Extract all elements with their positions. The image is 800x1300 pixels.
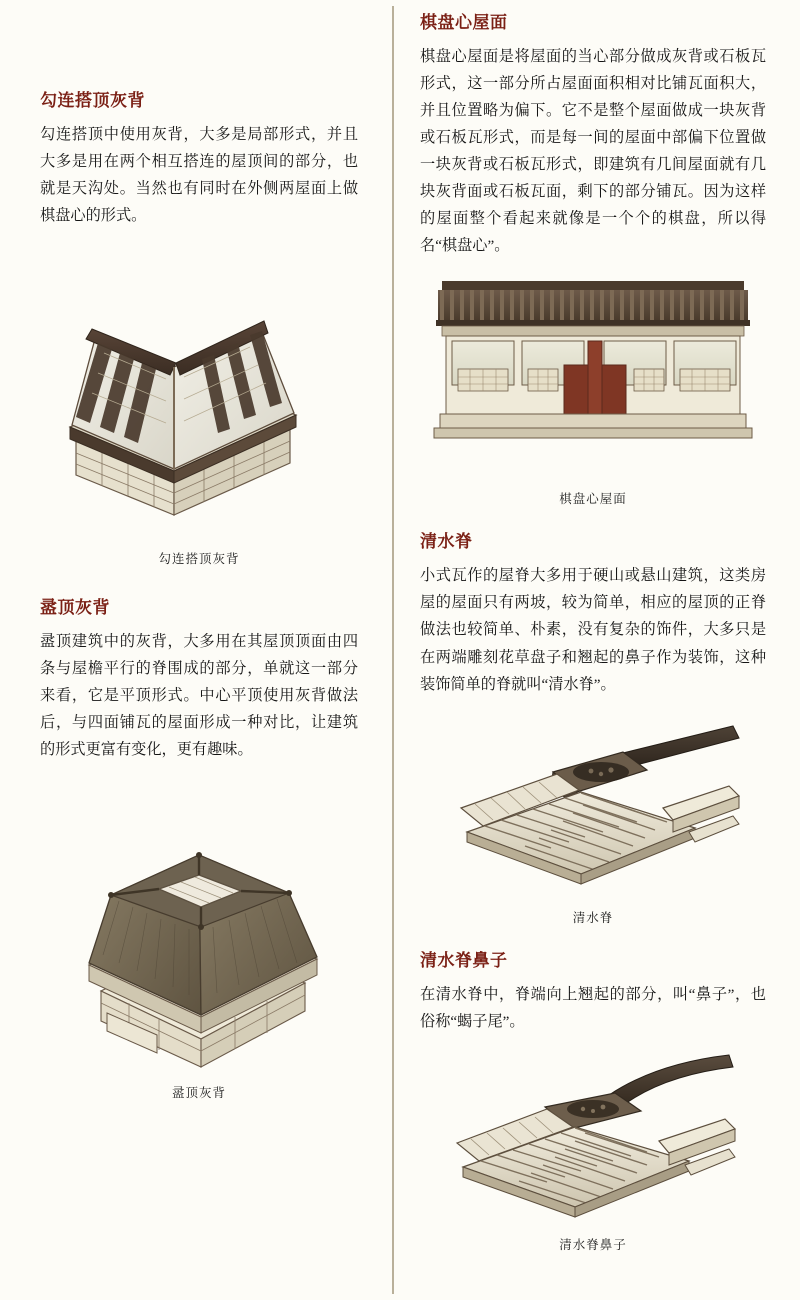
section-body-luding: 盝顶建筑中的灰背，大多用在其屋顶顶面由四条与屋檐平行的脊围成的部分，单就这一部分来看，它是平顶形式。中心平顶使用灰背做法后，与四面铺瓦的屋面形成一种对比，让建筑的形式更富有变化，更有趣味。 [40,633,358,759]
section-body-qipanxin: 棋盘心屋面是将屋面的当心部分做成灰背或石板瓦形式，这一部分所占屋面面积相对比铺瓦面积大，并且位置略为偏下。它不是整个屋面做成一块灰背或石板瓦形式，而是每一间的屋面中部偏下位置做一块灰背或石板瓦形式，即建筑有几间屋面就有几块灰背面或石板瓦面，剩下的部分铺瓦。因为这样的屋面整个看起来就像是一个个的棋盘，所以得名“棋盘心”。 [420,48,766,255]
luding-roof-svg [49,777,349,1077]
luding-roof-illustration [40,777,358,1101]
section-title-luding: 盝顶灰背 [40,598,110,619]
goulianda-roof-svg [54,243,344,543]
section-title-qingshuiji-bizi: 清水脊鼻子 [420,950,508,971]
qingshuiji-illustration [420,712,766,926]
section-title-qingshuiji: 清水脊 [420,532,473,553]
left-column [0,0,392,1300]
section-title-goulianda: 勾连搭顶灰背 [40,91,145,111]
qingshuiji-svg [433,712,753,902]
qingshuiji-bizi-illustration [420,1049,766,1253]
section-body-qingshuiji: 小式瓦作的屋脊大多用于硬山或悬山建筑，这类房屋的屋面只有两坡，较为简单，相应的屋顶的正脊做法也较简单、朴素，没有复杂的饰件，大多只是在两端雕刻花草盘子和翘起的鼻子作为装饰，这种装饰简单的脊就叫“清水脊”。 [420,567,766,693]
section-body-goulianda: 勾连搭顶中使用灰背，大多是局部形式，并且大多是用在两个相互搭连的屋顶间的部分，也就是天沟处。当然也有同时在外侧两屋面上做棋盘心的形式。 [40,126,358,225]
qipanxin-roof-svg [428,273,758,483]
right-column [394,0,800,1300]
qingshuiji-bizi-svg [433,1049,753,1229]
figure-caption-luding: 盝顶灰背 [171,1086,226,1101]
qipanxin-roof-illustration [420,273,766,507]
figure-caption-qipanxin: 棋盘心屋面 [559,492,627,507]
figure-caption-qingshuiji-bizi: 清水脊鼻子 [559,1237,627,1252]
goulianda-roof-illustration [40,243,358,567]
figure-caption-qingshuiji: 清水脊 [572,910,614,925]
section-title-qipanxin: 棋盘心屋面 [420,13,508,33]
figure-caption-goulianda: 勾连搭顶灰背 [158,552,240,567]
section-body-qingshuiji-bizi: 在清水脊中，脊端向上翘起的部分，叫“鼻子”，也俗称“蝎子尾”。 [420,985,766,1030]
